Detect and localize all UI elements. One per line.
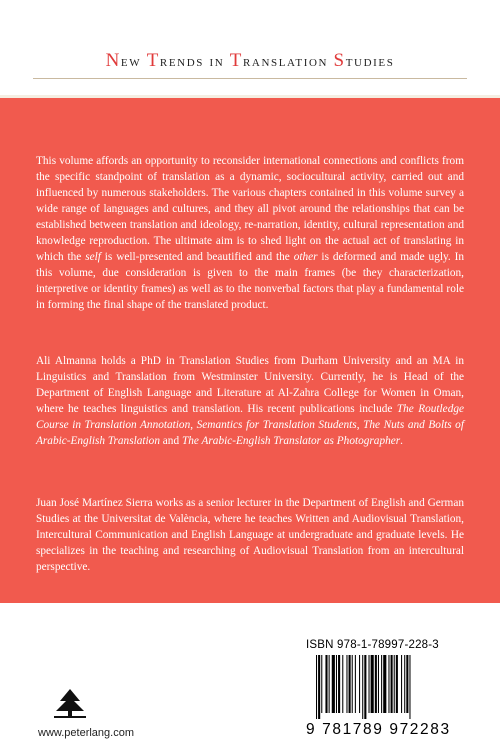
- blurb-paragraph: This volume affords an opportunity to reconsider international connections and conflicts from the specific standpoint of translation as a dynamic, sociocultural activity, carried out and influenced by numerous stakeholders. The various chapters contained in this volume survey a wide range of languages and cultures, and they all pivot around the relationships that can be established between translation and ideology, re-narration, identity, cultural representation and knowledge reproduction. The ultimate aim is to shed light on the actual act of translating in which the self is well-presented and beautified and the other is deformed and made ugly. In this volume, due consideration is given to the main frames (be they characterization, interpretive or identity frames) as well as to the nonverbal factors that play a fundamental role in forming the final shape of the translated product.: [36, 155, 465, 311]
- author-bio-paragraph: Juan José Martínez Sierra works as a senior lecturer in the Department of English and German Studies at the Universitat de València, where he teaches Written and Audiovisual Translation, Intercultural Communication and English Language at undergraduate and graduate levels. He specializes in the teaching and researching of Audiovisual Translation from an intercultural perspective.: [36, 497, 464, 573]
- author-bio-paragraph: Ali Almanna holds a PhD in Translation Studies from Durham University and an MA in Linguistics and Translation from Westminster University. Currently, he is Head of the Department of English Language and Literature at Al-Zahra College for Women in Oman, where he teaches linguistics and translation. His recent publications include The Routledge Course in Translation Annotation, Semantics for Translation Students, The Nuts and Bolts of Arabic-English Translation and The Arabic-English Translator as Photographer.: [36, 355, 465, 447]
- book-title-2: Semantics for Translation Students: [196, 419, 357, 431]
- series-word-3: in: [209, 53, 225, 70]
- isbn-barcode-block: [306, 639, 468, 739]
- publisher-website: www.peterlang.com: [38, 727, 134, 739]
- series-word-5-initial: S: [333, 50, 346, 71]
- book-title-4: The Arabic-English Translator as Photographer: [181, 435, 401, 447]
- series-word-5-rest: tudies: [345, 53, 395, 70]
- book-title-1: The Routledge Course in Translation Annotation: [36, 403, 465, 431]
- series-word-1-initial: N: [105, 50, 121, 71]
- book-blurb: [36, 153, 464, 313]
- series-word-2-rest: rends: [159, 53, 204, 70]
- series-title: [0, 50, 500, 72]
- description-panel: [0, 98, 500, 603]
- series-word-2-initial: T: [146, 50, 160, 71]
- panel-top-edge: [0, 95, 500, 98]
- blurb-other-emphasis: other: [293, 251, 318, 263]
- barcode-number: 9 781789 972283: [306, 721, 451, 738]
- series-underline: [33, 78, 467, 79]
- series-word-4-rest: ranslation: [242, 53, 329, 70]
- author-bio-almanna: [36, 353, 464, 449]
- blurb-self-emphasis: self: [85, 251, 101, 263]
- book-title-3: The Nuts and Bolts of Arabic-English Translation: [36, 419, 464, 447]
- ean-13-barcode-icon: [306, 655, 468, 719]
- peter-lang-tree-logo-icon: [42, 687, 98, 721]
- series-word-4-initial: T: [229, 50, 243, 71]
- isbn-label: ISBN 978-1-78997-228-3: [306, 639, 439, 651]
- series-word-1-rest: ew: [120, 53, 142, 70]
- cover-footer: [0, 603, 500, 750]
- series-header: [0, 0, 500, 95]
- author-bio-martinez-sierra: [36, 495, 464, 575]
